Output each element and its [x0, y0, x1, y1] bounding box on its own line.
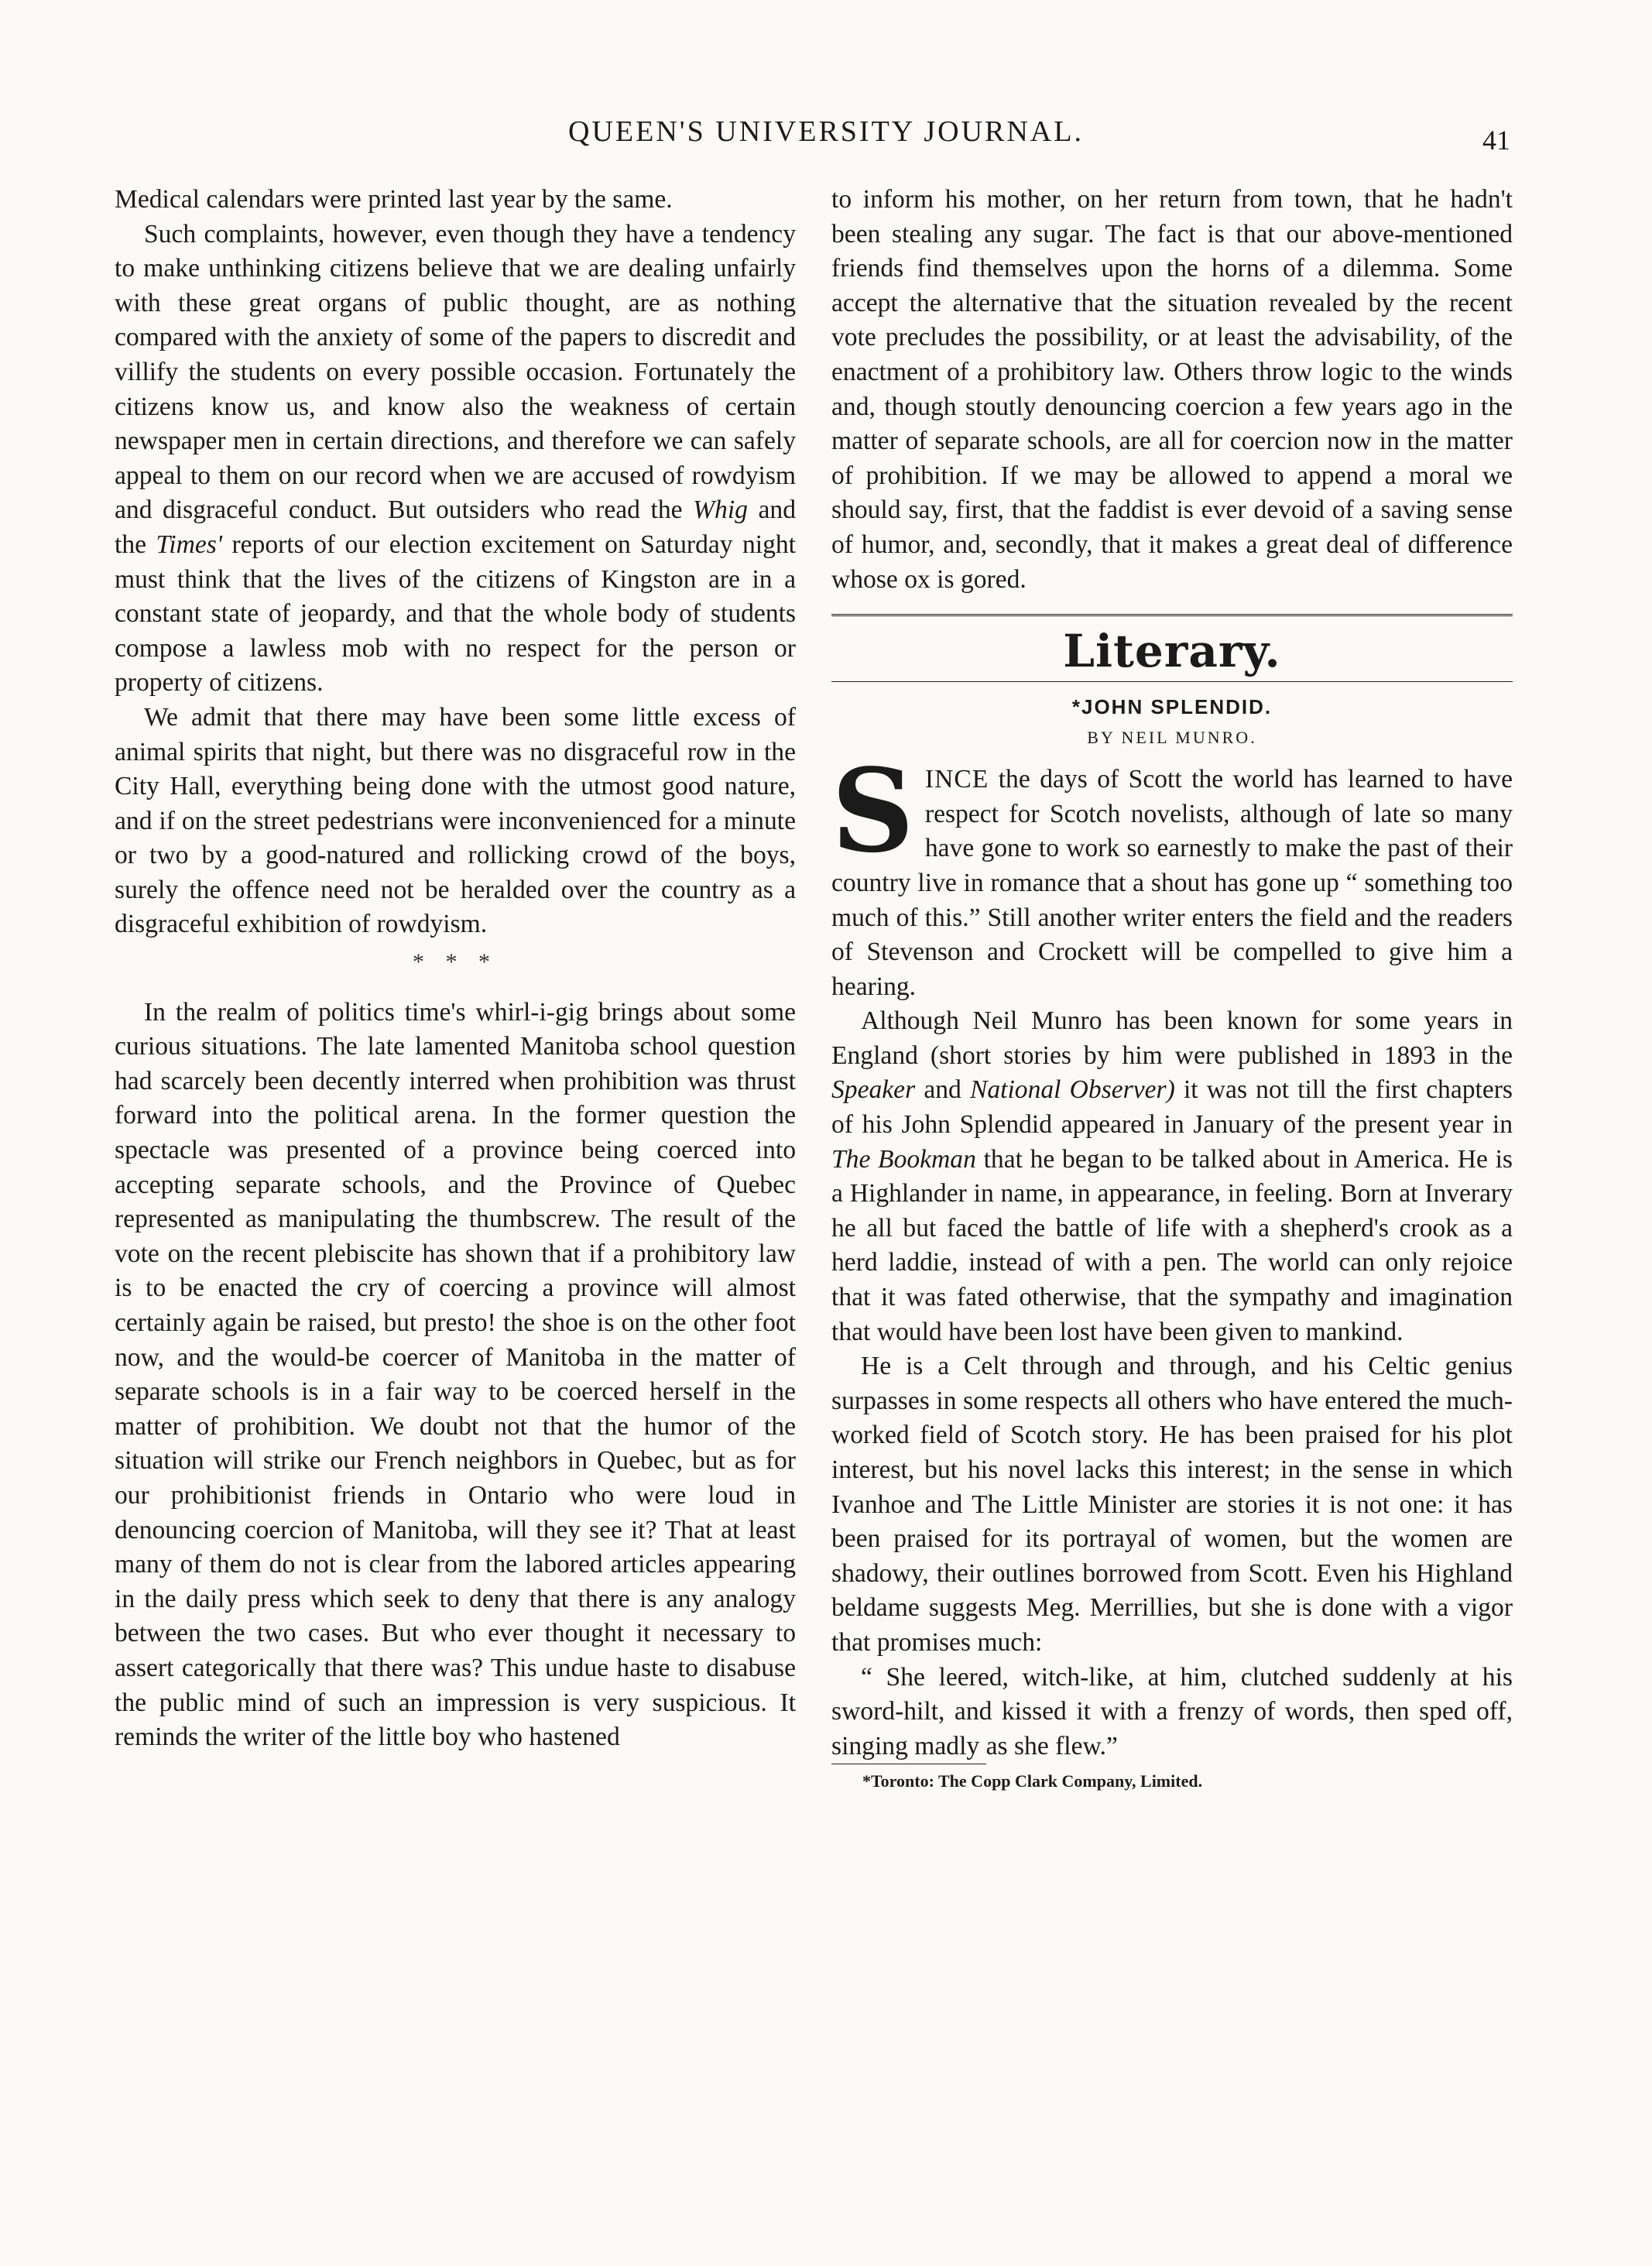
text-run: the days of Scott the world has learned to have respect for Scotch novelists, although of late so many have gone to work so earnestly to make the past of their country live in romance that a shout has gone up “ something too much of this.” Still another writer enters the field and the readers of Stevenson and Crockett will be compelled to give him a hearing. [831, 765, 1513, 1001]
running-head: QUEEN'S UNIVERSITY JOURNAL. [568, 115, 1084, 148]
paragraph-animal-spirits: We admit that there may have been some little excess of animal spirits that night, but there was no disgraceful row in the City Hall, everything being done with the utmost good nature, and if on the street pedestrians were inconvenienced for a minute or two by a good-natured and rollicking crowd of the boys, surely the offence need not be heralded over the country as a disgraceful exhibition of rowdyism. [115, 702, 796, 939]
paragraph-continued: to inform his mother, on her return from town, that he hadn't been stealing any sugar. The fact is that our above-mentioned friends find themselves upon the horns of a dilemma. Some accept the alternative that the situation revealed by the recent vote precludes the possibility, or at least the advisability, of the enactment of a prohibitory law. Others throw logic to the winds and, though stoutly denouncing coercion a few years ago in the matter of separate schools, are all for coercion now in the matter of prohibition. If we may be allowed to append a moral we should say, first, that the faddist is ever devoid of a saving sense of humor, and, secondly, that it makes a great deal of difference whose ox is gored. [831, 185, 1513, 594]
newspaper-name: Times' [156, 530, 223, 559]
paragraph-calendars: Medical calendars were printed last year by the same. [115, 185, 673, 214]
text-run: Such complaints, however, even though they have a tendency to make unthinking citizens believe that we are dealing unfairly with these great organs of public thought, are as nothing compared with the anxiety of some of the papers to discredit and villify the students on every possible occasion. Fortunately the citizens know us, and know also the weakness of certain newspaper men in certain directions, and therefore we can safely appeal to them on our record when we are accused of rowdyism and disgraceful conduct. But outsiders who read the [115, 219, 796, 525]
text-run: it was not till the first chapters of his John Splendid appeared in January of the present year in [831, 1075, 1513, 1140]
lead-word: INCE [924, 765, 989, 794]
text-run: that he began to be talked about in America. He is a Highlander in name, in appearance, in feeling. Born at Inverary he all but faced the battle of life with a shepherd's crook as a herd laddie, instead of with a pen. The world can only rejoice that it was fated otherwise, that the sympathy and imagination that would have been lost have been given to mankind. [831, 1144, 1513, 1346]
publication-name: National Observer) [969, 1075, 1175, 1105]
publication-name: Speaker [831, 1075, 916, 1105]
paragraph-neil-munro [831, 1004, 1513, 1349]
footnote: *Toronto: The Copp Clark Company, Limited. [831, 1764, 1513, 1793]
text-run: reports of our election excitement on Saturday night must think that the lives of the citizens of Kingston are in a constant state of jeopardy, and that the whole body of students compose a lawless mob with no respect for the person or property of citizens. [115, 530, 797, 698]
section-heading-literary: Literary. [1063, 625, 1281, 678]
quotation: “ She leered, witch-like, at him, clutched suddenly at his sword-hilt, and kissed it with a frenzy of words, then sped off, singing madly as she flew.” [831, 1662, 1513, 1760]
section-rule-top [831, 614, 1513, 619]
right-column [831, 183, 1513, 1793]
page-number: 41 [1482, 125, 1510, 156]
article-title: *JOHN SPLENDID. [1071, 695, 1273, 719]
paragraph-complaints [115, 218, 796, 701]
drop-cap: S [831, 743, 914, 879]
publication-name: The Bookman [831, 1144, 976, 1174]
paragraph-celt: He is a Celt through and through, and his Celtic genius surpasses in some respects all others who have entered the much-worked field of Scotch story. He has been praised for his plot interest, but his novel lacks this interest; in the sense in which Ivanhoe and The Little Minister are stories it is not one: it has been praised for its portrayal of women, but the women are shadowy, their outlines borrowed from Scott. Even his Highland beldame suggests Meg. Merrillies, but she is done with a vigor that promises much: [831, 1352, 1513, 1657]
asterism-divider: * * * [413, 949, 498, 975]
section-rule-bottom [831, 681, 1513, 682]
text-run: and [915, 1075, 970, 1105]
article-byline: BY NEIL MUNRO. [1087, 728, 1257, 748]
paragraph-opening [831, 743, 1513, 1004]
text-run: and the [115, 495, 796, 559]
newspaper-name: Whig [693, 495, 748, 525]
paragraph-politics: In the realm of politics time's whirl-i-gig brings about some curious situations. The late lamented Manitoba school question had scarcely been decently interred when prohibition was thrust forward into the political arena. In the former question the spectacle was presented of a province being coerced into accepting separate schools, and the Province of Quebec represented as manipulating the thumbscrew. The result of the vote on the recent plebiscite has shown that if a prohibitory law is to be enacted the cry of coercing a province will almost certainly again be raised, but presto! the shoe is on the other foot now, and the would-be coercer of Manitoba in the matter of separate schools is in a fair way to be coerced herself in the matter of prohibition. We doubt not that the humor of the situation will strike our French neighbors in Quebec, but as for our prohibitionist friends in Ontario who were loud in denouncing coercion of Manitoba, will they see it? That at least many of them do not is clear from the labored articles appearing in the daily press which seek to deny that there is any analogy between the two cases. But who ever thought it necessary to assert categorically that there was? This undue haste to disabuse the public mind of such an impression is very suspicious. It reminds the writer of the little boy who hastened [115, 997, 796, 1752]
text-run: Although Neil Munro has been known for some years in England (short stories by him were published in 1893 in the [831, 1006, 1513, 1070]
left-column [115, 183, 796, 1755]
